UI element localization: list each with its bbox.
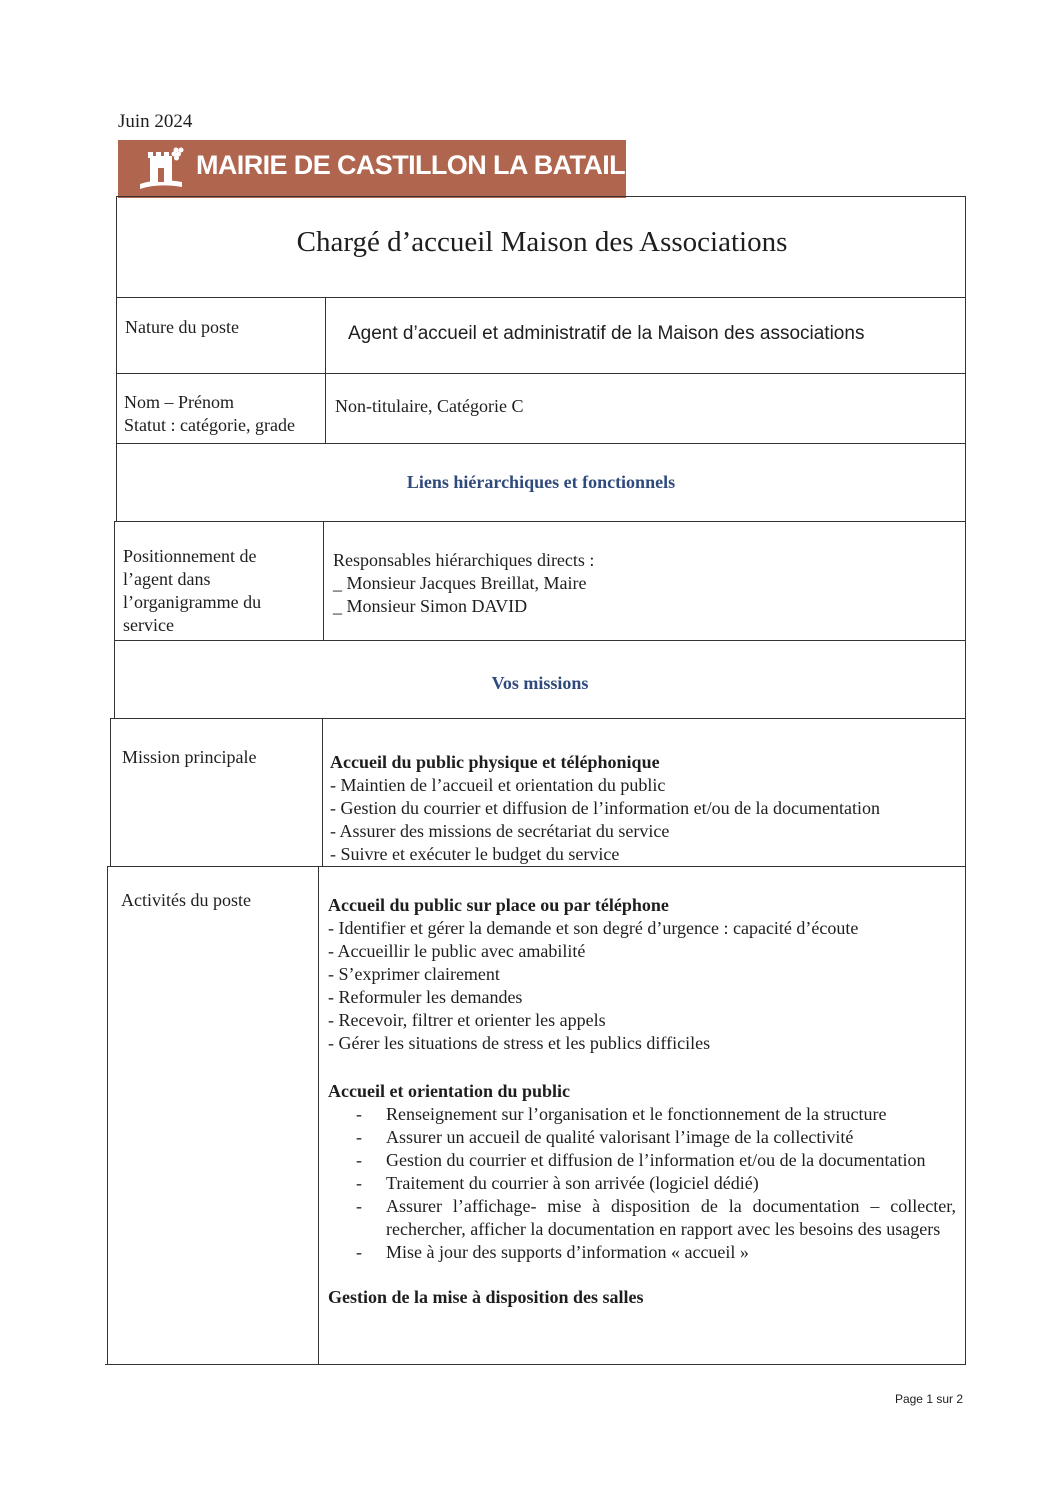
nature-value: Agent d’accueil et administratif de la Maison des associations bbox=[348, 323, 865, 344]
castle-logo-icon bbox=[138, 144, 188, 192]
organization-banner bbox=[118, 140, 659, 198]
document-title: Chargé d’accueil Maison des Associations bbox=[296, 226, 788, 258]
responsable-item: _ Monsieur Simon DAVID bbox=[333, 596, 528, 616]
liens-heading: Liens hiérarchiques et fonctionnels bbox=[406, 472, 676, 492]
mission-principale-label: Mission principale bbox=[122, 747, 257, 767]
list-item: - Suivre et exécuter le budget du service bbox=[330, 844, 620, 864]
statut-value: Non-titulaire, Catégorie C bbox=[335, 396, 524, 416]
list-item: - Gestion du courrier et diffusion de l’information et/ou de la documentation bbox=[330, 798, 881, 818]
list-item: - Gérer les situations de stress et les publics difficiles bbox=[328, 1033, 711, 1053]
list-item: - Renseignement sur l’organisation et le fonctionnement de la structure bbox=[328, 1103, 956, 1126]
list-item: - Reformuler les demandes bbox=[328, 987, 523, 1007]
positionnement-label: Positionnement de l’agent dans l’organigramme du service bbox=[123, 546, 262, 635]
section-heading: Accueil du public sur place ou par téléphone bbox=[328, 895, 669, 915]
document-date: Juin 2024 bbox=[118, 111, 193, 132]
list-item: - Assurer des missions de secrétariat du service bbox=[330, 821, 670, 841]
list-item: - Mise à jour des supports d’information « accueil » bbox=[328, 1241, 956, 1264]
list-item: - Assurer l’affichage- mise à disposition de la documentation – collecter, rechercher, afficher la documentation en rapport avec les besoins des usagers bbox=[328, 1195, 956, 1241]
list-item: - Identifier et gérer la demande et son degré d’urgence : capacité d’écoute bbox=[328, 918, 859, 938]
list-item: - Recevoir, filtrer et orienter les appels bbox=[328, 1010, 606, 1030]
mission-principale-content: Accueil du public physique et téléphonique - Maintien de l’accueil et orientation du public - Gestion du courrier et diffusion de l’information et/ou de la documentation - Assurer des missions de secrétariat du service - Suivre et exécuter le budget du service bbox=[330, 752, 881, 864]
list-item: - Traitement du courrier à son arrivée (logiciel dédié) bbox=[328, 1172, 956, 1195]
missions-heading: Vos missions bbox=[491, 673, 589, 693]
organization-name: MAIRIE DE CASTILLON LA BATAILLE bbox=[196, 150, 659, 180]
activites-content bbox=[328, 894, 956, 1309]
section-heading: Accueil et orientation du public bbox=[328, 1081, 570, 1101]
statut-label: Nom – Prénom Statut : catégorie, grade bbox=[124, 392, 295, 435]
positionnement-value: Responsables hiérarchiques directs : _ Monsieur Jacques Breillat, Maire _ Monsieur Simon DAVID bbox=[333, 550, 595, 616]
activites-label: Activités du poste bbox=[121, 890, 251, 910]
list-item: - S’exprimer clairement bbox=[328, 964, 500, 984]
page-number: Page 1 sur 2 bbox=[894, 1392, 963, 1406]
list-item: - Gestion du courrier et diffusion de l’information et/ou de la documentation bbox=[328, 1149, 956, 1172]
section-heading: Gestion de la mise à disposition des salles bbox=[328, 1287, 644, 1307]
list-item: - Accueillir le public avec amabilité bbox=[328, 941, 586, 961]
list-item: - Assurer un accueil de qualité valorisant l’image de la collectivité bbox=[328, 1126, 956, 1149]
nature-label: Nature du poste bbox=[125, 317, 239, 337]
responsable-item: _ Monsieur Jacques Breillat, Maire bbox=[333, 573, 587, 593]
list-item: - Maintien de l’accueil et orientation du public bbox=[330, 775, 666, 795]
